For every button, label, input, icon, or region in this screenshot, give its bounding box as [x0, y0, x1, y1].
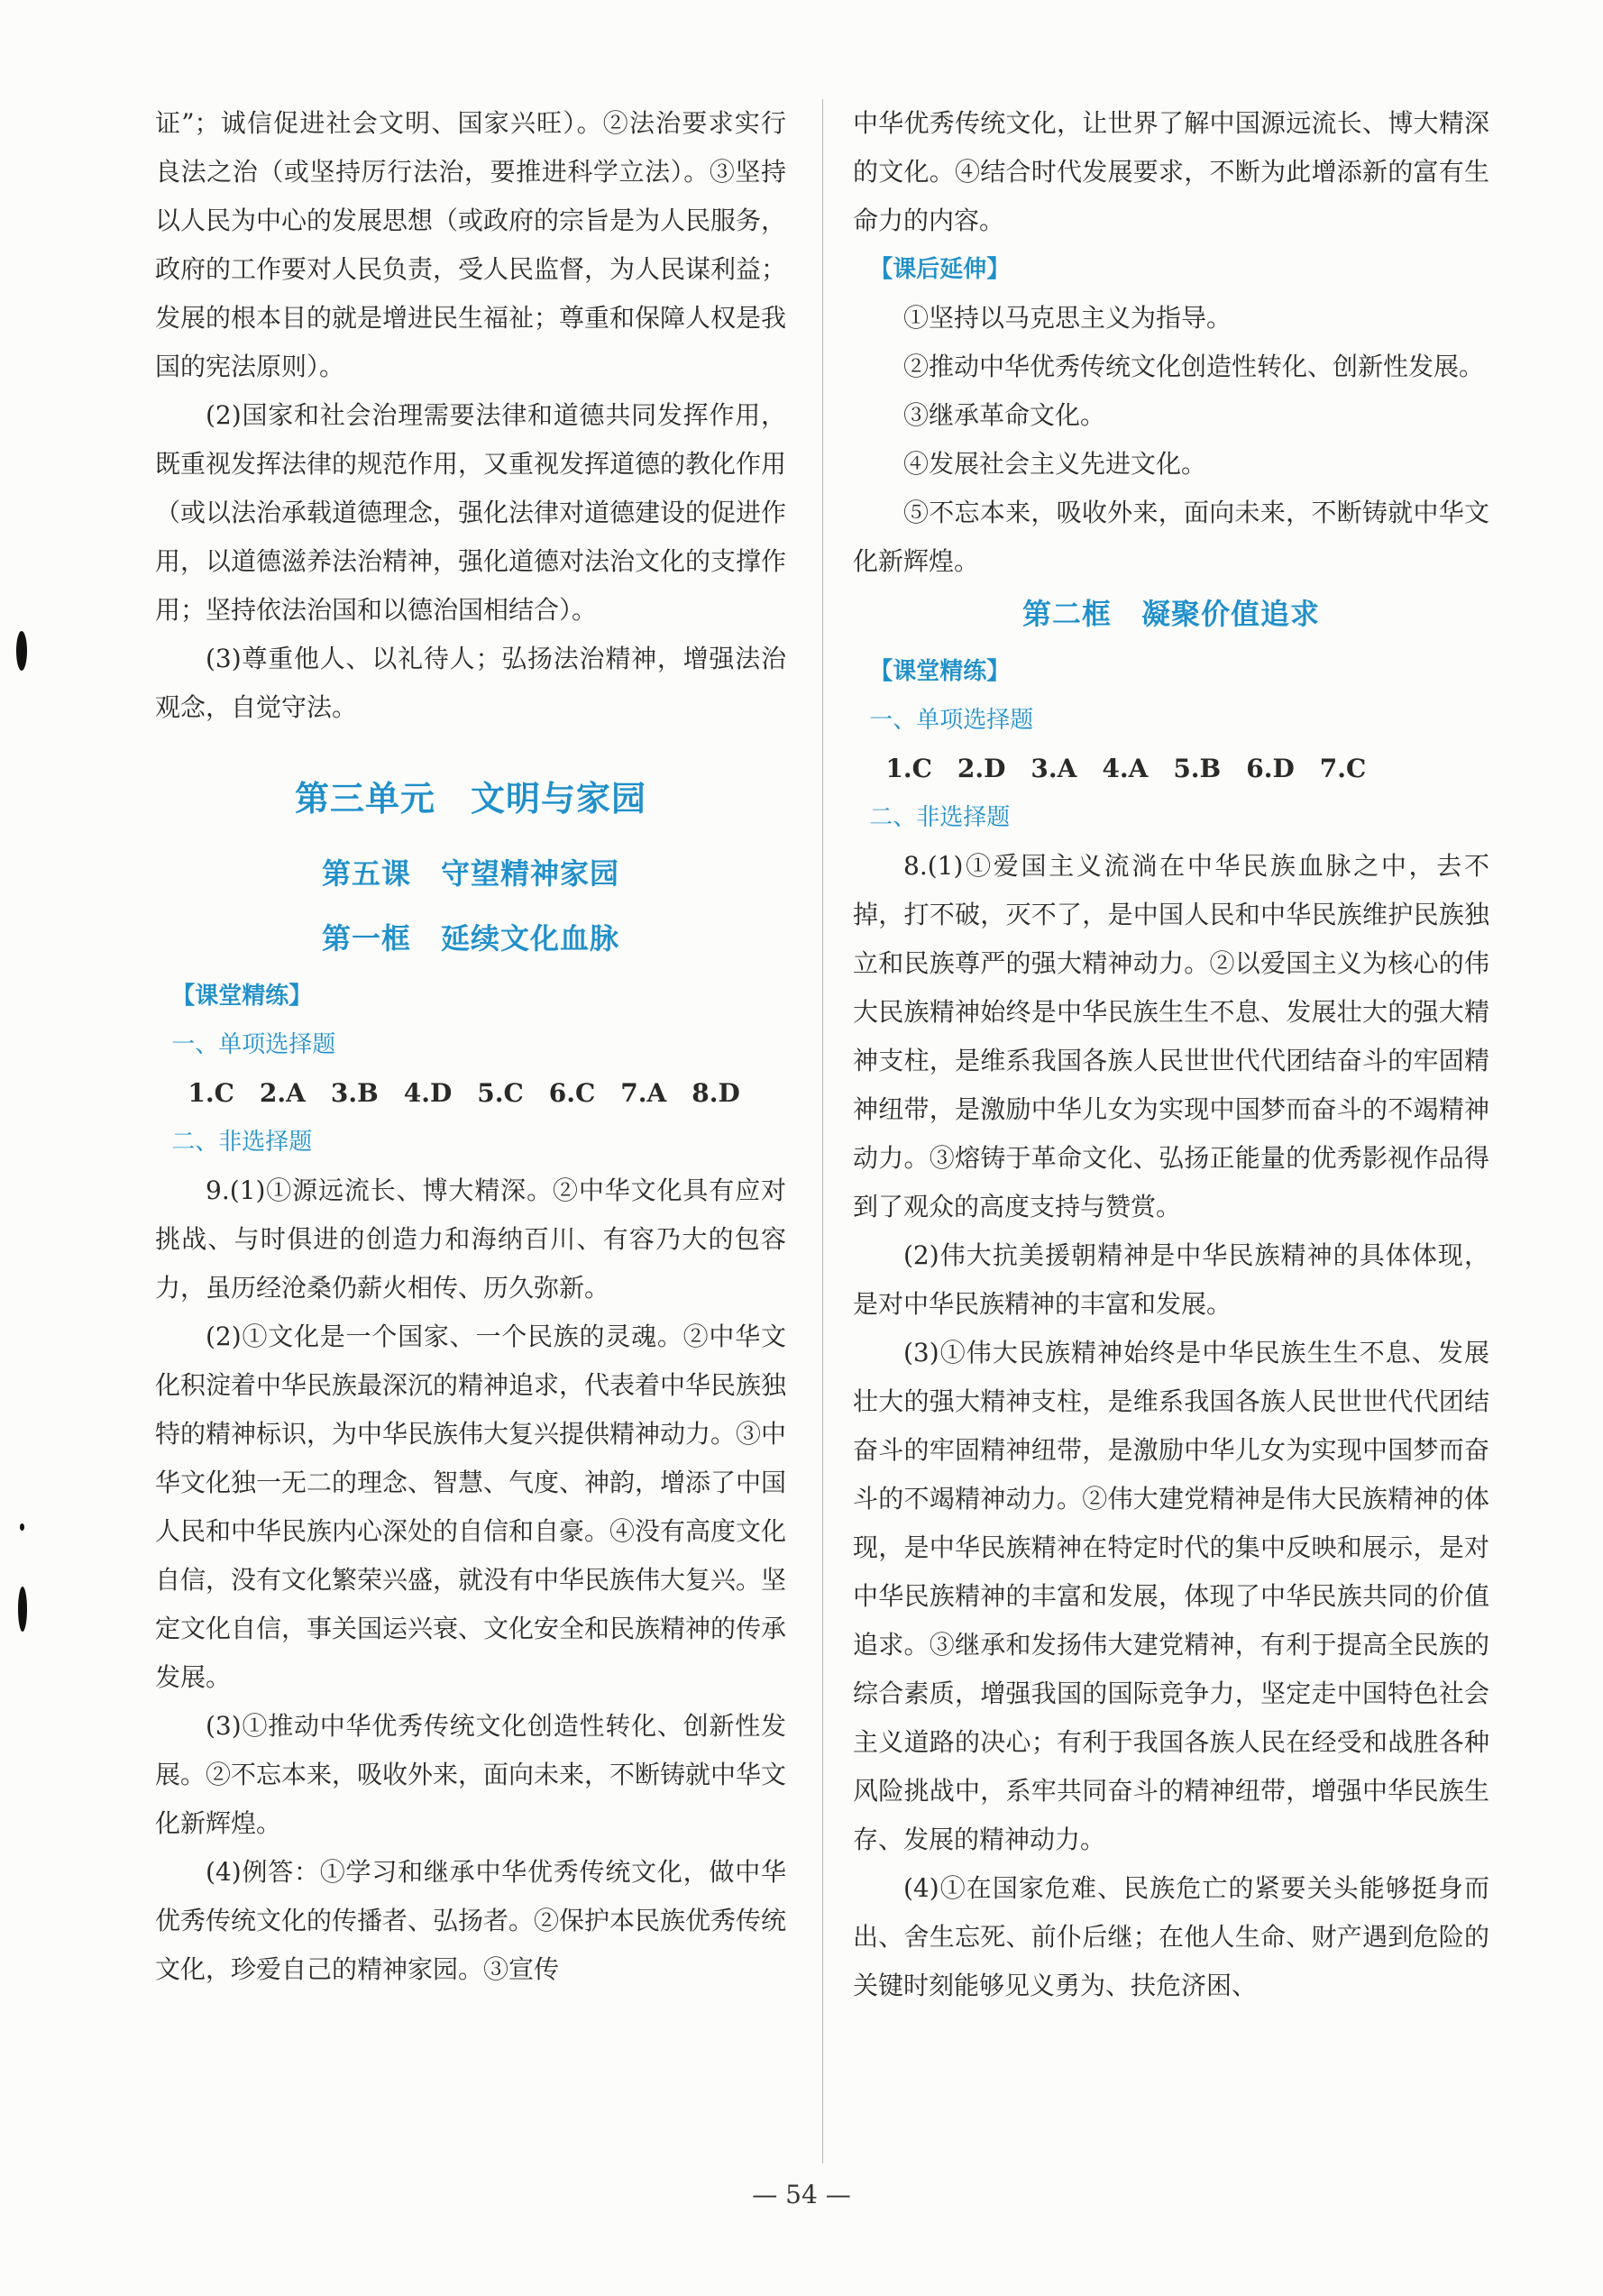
page-number: — 54 —: [752, 2180, 851, 2209]
paragraph: ①坚持以马克思主义为指导。: [903, 303, 1232, 333]
paragraph: (2)伟大抗美援朝精神是中华民族精神的具体体现，是对中华民族精神的丰富和发展。: [853, 1240, 1489, 1319]
paragraph: (3)①伟大民族精神始终是中华民族生生不息、发展壮大的强大精神支柱，是维系我国各族人民世世代代团结奋斗的牢固精神纽带，是激励中华儿女为实现中国梦而奋斗的不竭精神动力。②伟大建党精神是伟大民族精神的体现，是中华民族精神在特定时代的集中反映和展示，是对中华民族精神的丰富和发展，体现了中华民族共同的价值追求。③继承和发扬伟大建党精神，有利于提高全民族的综合素质，增强我国的国际竞争力，坚定走中国特色社会主义道路的决心；有利于我国各族人民在经受和战胜各种风险挑战中，系牢共同奋斗的精神纽带，增强中华民族生存、发展的精神动力。: [853, 1338, 1489, 1854]
paragraph: (2)国家和社会治理需要法律和道德共同发挥作用，既重视发挥法律的规范作用，又重视发挥道德的教化作用（或以法治承载道德理念，强化法律对道德建设的促进作用，以道德滋养法治精神，强化道德对法治文化的支撑作用；坚持依法治国和以德治国相结合）。: [155, 400, 787, 625]
paragraph: ③继承革命文化。: [903, 400, 1106, 430]
paragraph: ⑤不忘本来，吸收外来，面向未来，不断铸就中华文化新辉煌。: [853, 498, 1489, 576]
subsection-heading: 二、非选择题: [171, 1129, 313, 1156]
scan-mark: [18, 1587, 27, 1632]
paragraph: (4)①在国家危难、民族危亡的紧要关头能够挺身而出、舍生忘死、前仆后继；在他人生命、财产遇到危险的关键时刻能够见义勇为、扶危济困、: [853, 1873, 1489, 2000]
paragraph: (3)尊重他人、以礼待人；弘扬法治精神，增强法治观念，自觉守法。: [155, 644, 786, 722]
right-column: [853, 99, 1489, 2010]
subsection-heading: 二、非选择题: [869, 804, 1011, 831]
paragraph: ④发展社会主义先进文化。: [903, 449, 1207, 479]
answer-key: 1.C 2.A 3.B 4.D 5.C 6.C 7.A 8.D: [188, 1078, 740, 1108]
paragraph: 9.(1)①源远流长、博大精深。②中华文化具有应对挑战、与时俱进的创造力和海纳百川、有容乃大的包容力，虽历经沧桑仍薪火相传、历久弥新。: [155, 1175, 786, 1303]
frame-title: 第二框 凝聚价值追求: [1021, 597, 1320, 631]
subsection-heading: 一、单项选择题: [171, 1031, 336, 1058]
section-tag: 【课堂精练】: [869, 658, 1011, 685]
answer-key: 1.C 2.D 3.A 4.A 5.B 6.D 7.C: [885, 754, 1367, 783]
paragraph: 8.(1)①爱国主义流淌在中华民族血脉之中，去不掉，打不破，灭不了，是中国人民和中华民族维护民族独立和民族尊严的强大精神动力。②以爱国主义为核心的伟大民族精神始终是中华民族生生不息、发展壮大的强大精神支柱，是维系我国各族人民世世代代团结奋斗的牢固精神纽带，是激励中华儿女为实现中国梦而奋斗的不竭精神动力。③熔铸于革命文化、弘扬正能量的优秀影视作品得到了观众的高度支持与赞赏。: [853, 851, 1489, 1221]
frame-title: 第一框 延续文化血脉: [321, 921, 619, 956]
scan-mark: [20, 1523, 24, 1531]
scan-mark: [16, 631, 27, 671]
subsection-heading: 一、单项选择题: [869, 707, 1034, 734]
paragraph: 证”；诚信促进社会文明、国家兴旺）。②法治要求实行良法之治（或坚持厉行法治，要推进科学立法）。③坚持以人民为中心的发展思想（或政府的宗旨是为人民服务，政府的工作要对人民负责，受人民监督，为人民谋利益；发展的根本目的就是增进民生福祉；尊重和保障人权是我国的宪法原则）。: [155, 108, 787, 381]
left-column: [155, 99, 786, 1994]
section-tag: 【课堂精练】: [171, 983, 313, 1010]
lesson-title: 第五课 守望精神家园: [321, 856, 619, 891]
paragraph: (2)①文化是一个国家、一个民族的灵魂。②中华文化积淀着中华民族最深沉的精神追求，代表着中华民族独特的精神标识，为中华民族伟大复兴提供精神动力。③中华文化独一无二的理念、智慧、气度、神韵，增添了中国人民和中华民族内心深处的自信和自豪。④没有高度文化自信，没有文化繁荣兴盛，就没有中华民族伟大复兴。坚定文化自信，事关国运兴衰、文化安全和民族精神的传承发展。: [155, 1322, 787, 1692]
paragraph: 中华优秀传统文化，让世界了解中国源远流长、博大精深的文化。④结合时代发展要求，不断为此增添新的富有生命力的内容。: [853, 108, 1489, 235]
paragraph: (3)①推动中华优秀传统文化创造性转化、创新性发展。②不忘本来，吸收外来，面向未来，不断铸就中华文化新辉煌。: [155, 1711, 787, 1838]
unit-title: 第三单元 文明与家园: [294, 779, 646, 819]
paragraph: (4)例答：①学习和继承中华优秀传统文化，做中华优秀传统文化的传播者、弘扬者。②保护本民族优秀传统文化，珍爱自己的精神家园。③宣传: [155, 1857, 787, 1984]
column-divider: [822, 99, 823, 2163]
paragraph: ②推动中华优秀传统文化创造性转化、创新性发展。: [903, 352, 1485, 381]
section-tag: 【课后延伸】: [869, 256, 1011, 283]
